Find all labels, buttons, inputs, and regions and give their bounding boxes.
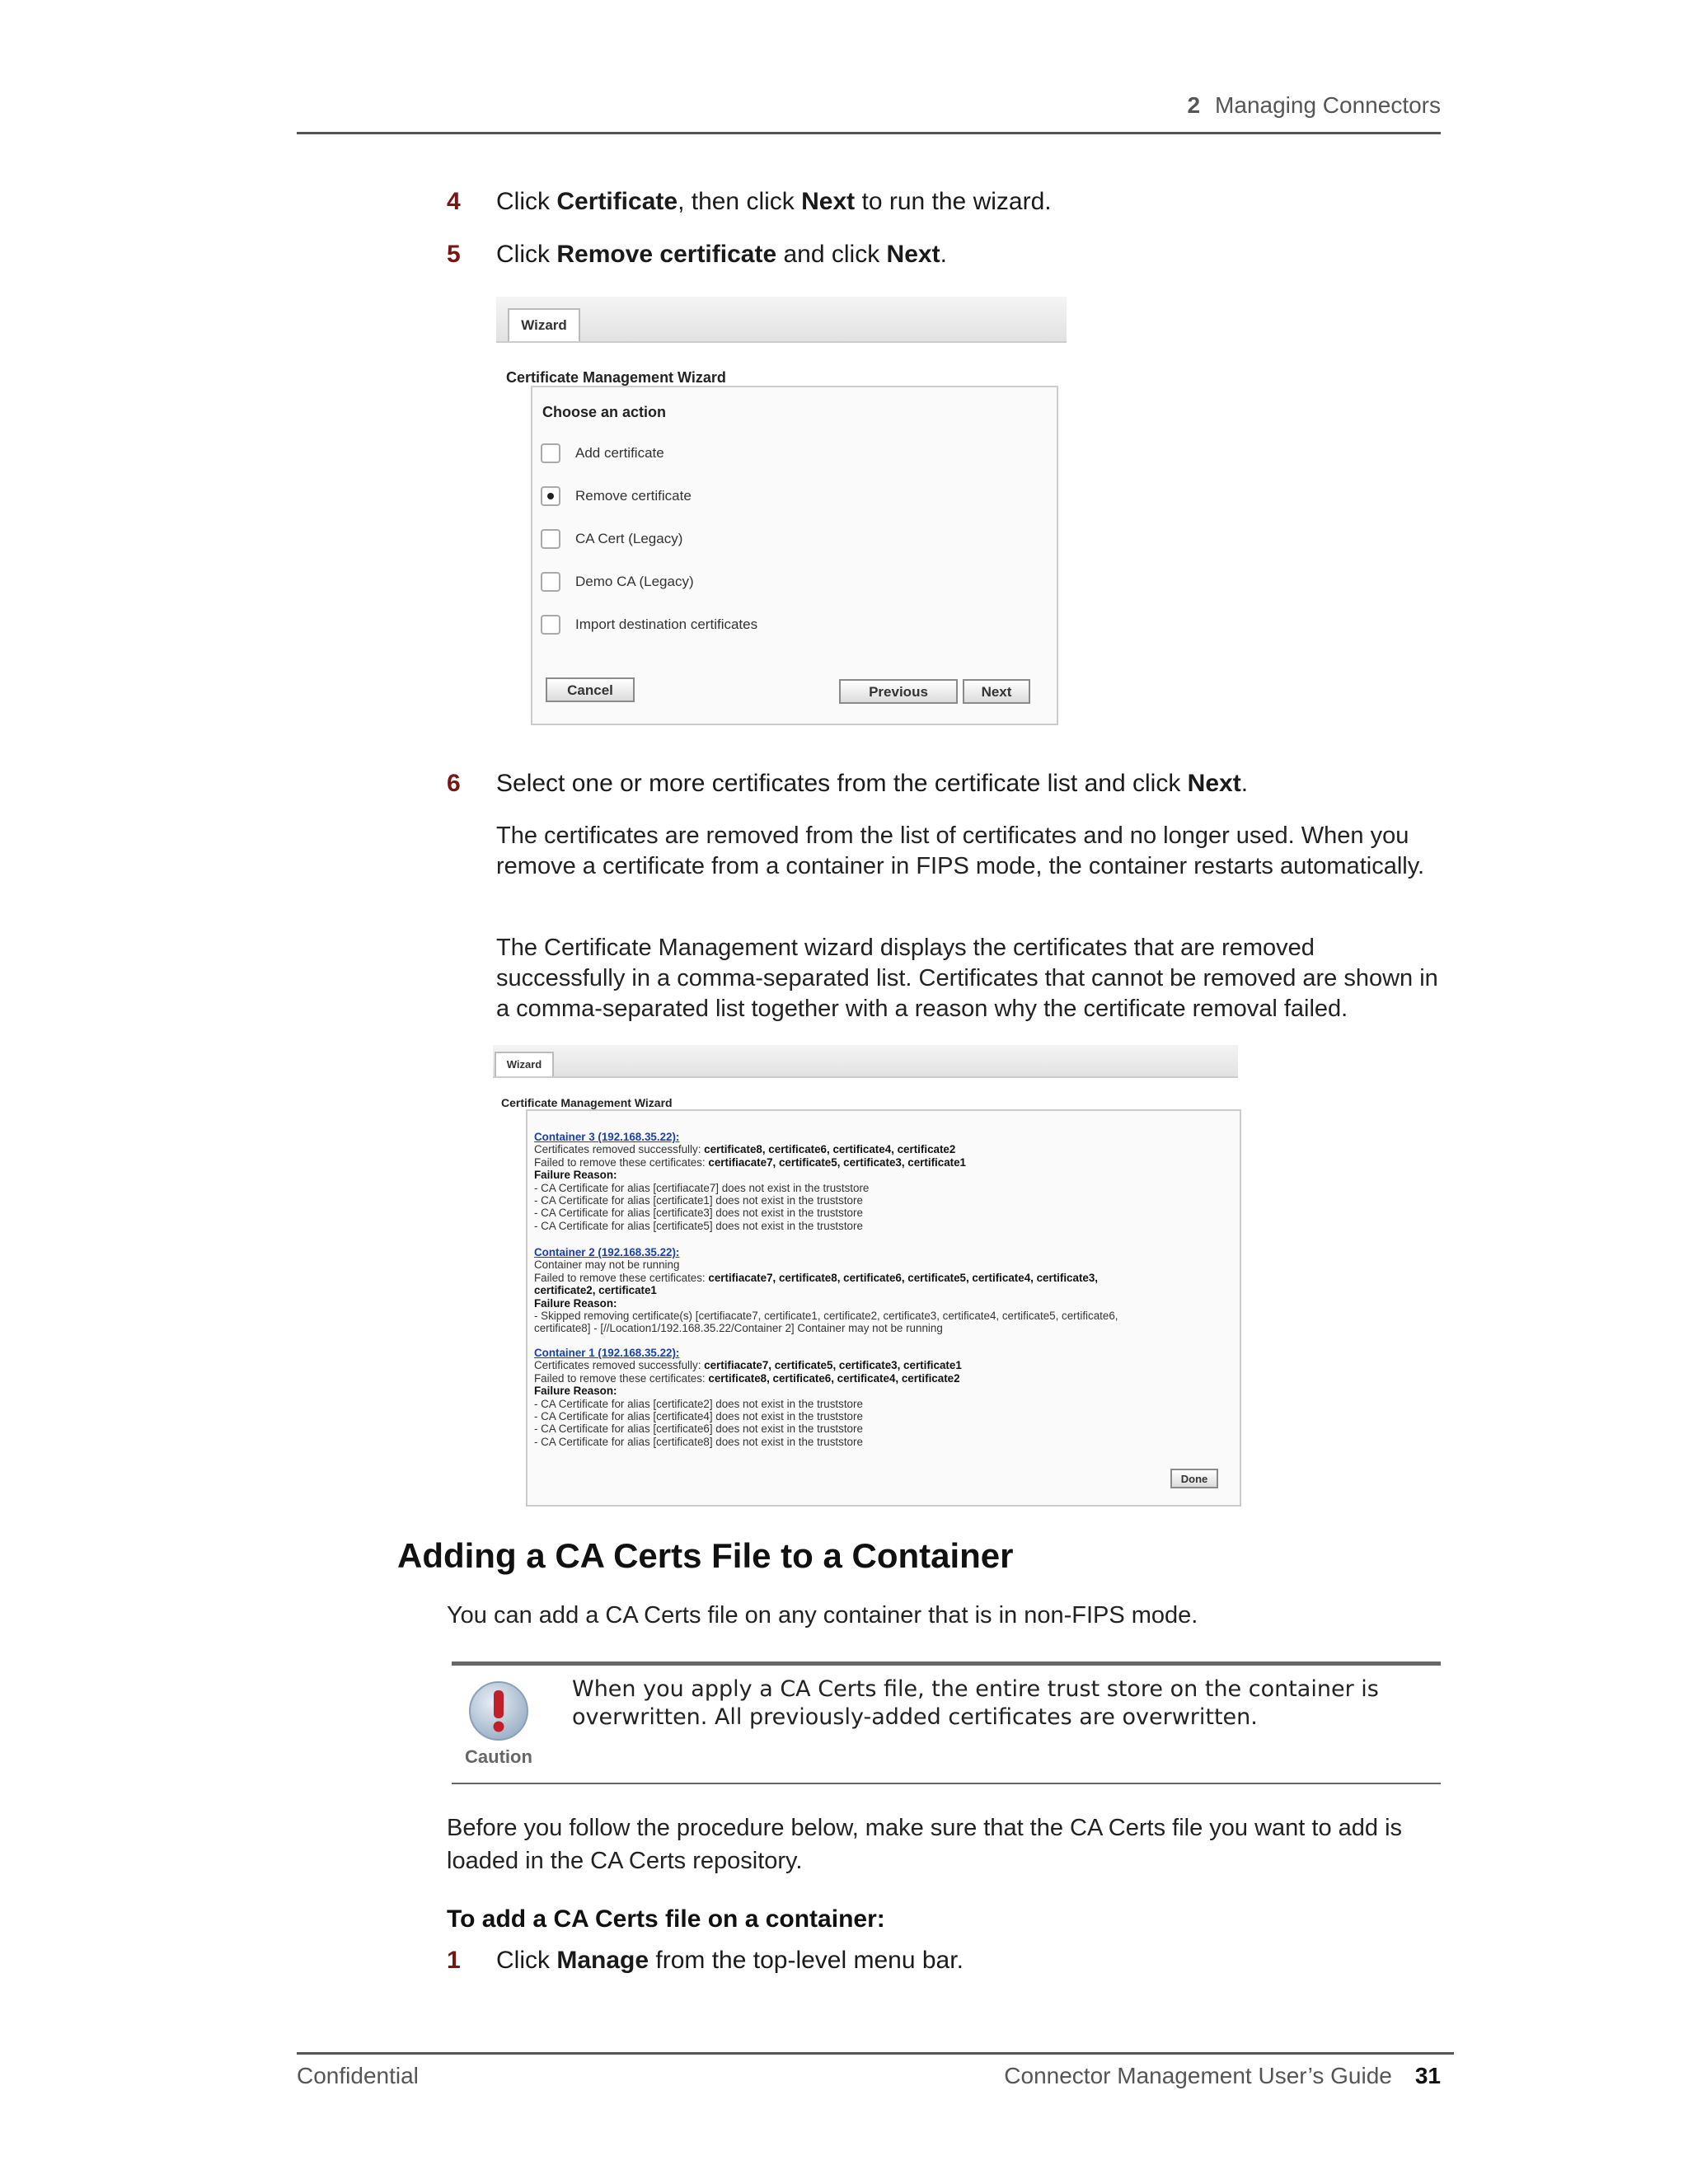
- chapter-number: 2: [1187, 92, 1201, 118]
- caution-icon: [468, 1680, 529, 1741]
- choose-action-heading: Choose an action: [542, 404, 667, 420]
- paragraph-removed-certificates: The certificates are removed from the list of certificates and no longer used. When you remove a certificate from a container in FIPS mode, the container restarts automatically.: [496, 823, 1425, 879]
- action-panel: Choose an action Add certificate Remove certificate CA Cert (Legacy) Demo CA (Legacy) Import destination certificates Cancel Previous Next: [531, 386, 1058, 725]
- radio-button-selected[interactable]: [541, 486, 560, 506]
- radio-button[interactable]: [541, 615, 560, 635]
- tab-wizard[interactable]: Wizard: [495, 1052, 554, 1076]
- procedure-title: To add a CA Certs file on a container:: [447, 1905, 885, 1933]
- paragraph-wizard-displays: The Certificate Management wizard displays the certificates that are removed successfully in a comma-separated list. Certificates that cannot be removed are shown in a comma-separated list together with a reason why the certificate removal failed.: [496, 935, 1438, 1022]
- container-2-result: Container 2 (192.168.35.22): Container may not be running Failed to remove these certificates: certifiacate7, certificate8, certificate6, certificate5, certificate4, certificate3, certificate2, certificate1 Failure Reason: - Skipped removing certificate(s) [certifiacate7, certificate1, certificate2, certificate3, certificate4, certificate5, certificate6, certificate8] - [//Location1/192.168.35.22/Container 2] Container may not be running: [534, 1246, 1235, 1335]
- wizard-screenshot-results: [493, 1045, 1238, 1505]
- results-panel: [526, 1109, 1241, 1507]
- caution-note: [452, 1661, 1441, 1784]
- radio-dot-icon: [547, 493, 554, 499]
- tab-wizard[interactable]: Wizard: [508, 308, 580, 341]
- container-3-link[interactable]: Container 3 (192.168.35.22):: [534, 1131, 680, 1143]
- step-text: Click Remove certificate and click Next.: [496, 241, 947, 268]
- step-number: 5: [447, 241, 461, 268]
- previous-button[interactable]: Previous: [839, 679, 958, 704]
- paragraph-before-procedure: Before you follow the procedure below, make sure that the CA Certs file you want to add is loaded in the CA Certs repository.: [447, 1815, 1403, 1874]
- step-text: Click Certificate, then click Next to run the wizard.: [496, 188, 1052, 215]
- page-footer: [297, 2052, 1454, 2088]
- container-2-link[interactable]: Container 2 (192.168.35.22):: [534, 1246, 680, 1258]
- wizard-screenshot-choose-action: [496, 297, 1067, 746]
- section-intro: You can add a CA Certs file on any container that is in non-FIPS mode.: [447, 1602, 1198, 1629]
- step-text: Click Manage from the top-level menu bar.: [496, 1947, 964, 1974]
- caution-label: Caution: [465, 1746, 532, 1767]
- page-number: 31: [1414, 2063, 1441, 2088]
- footer-confidential: Confidential: [297, 2063, 419, 2088]
- radio-button[interactable]: [541, 572, 560, 592]
- section-heading: Adding a CA Certs File to a Container: [397, 1536, 1014, 1575]
- caution-text: When you apply a CA Certs file, the entire trust store on the container is overwritten. All previously-added certificates are overwritten.: [572, 1676, 1379, 1730]
- cancel-button[interactable]: Cancel: [546, 677, 635, 702]
- footer-guide-title: Connector Management User’s Guide 31: [1004, 2063, 1441, 2088]
- wizard-title: Certificate Management Wizard: [506, 369, 726, 386]
- wizard-tabbar: [493, 1045, 1238, 1078]
- container-1-result: Container 1 (192.168.35.22): Certificates removed successfully: certifiacate7, certificate5, certificate3, certificate1 Failed to remove these certificates: certificate8, certificate6, certificate4, certificate2 Failure Reason: - CA Certificate for alias [certificate2] does not exist in the truststore - CA Certificate for alias [certificate4] does not exist in the truststore - CA Certificate for alias [certificate6] does not exist in the truststore - CA Certificate for alias [certificate8] does not exist in the truststore: [534, 1347, 1235, 1448]
- container-3-result: Container 3 (192.168.35.22): Certificates removed successfully: certificate8, certificate6, certificate4, certificate2 Failed to remove these certificates: certifiacate7, certificate5, certificate3, certificate1 Failure Reason: - CA Certificate for alias [certifiacate7] does not exist in the truststore - CA Certificate for alias [certificate1] does not exist in the truststore - CA Certificate for alias [certificate3] does not exist in the truststore - CA Certificate for alias [certificate5] does not exist in the truststore: [534, 1131, 1235, 1232]
- radio-button[interactable]: [541, 529, 560, 549]
- step-number: 6: [447, 770, 461, 797]
- running-title: [1187, 92, 1441, 119]
- step-number: 1: [447, 1947, 461, 1974]
- next-button[interactable]: Next: [963, 679, 1030, 704]
- step-text: Select one or more certificates from the certificate list and click Next.: [496, 770, 1249, 797]
- wizard-tabbar: [496, 297, 1067, 343]
- done-button[interactable]: Done: [1170, 1469, 1218, 1488]
- container-1-link[interactable]: Container 1 (192.168.35.22):: [534, 1347, 680, 1359]
- step-number: 4: [447, 188, 461, 215]
- chapter-title: Managing Connectors: [1215, 92, 1441, 118]
- page-header: [297, 89, 1441, 134]
- wizard-title: Certificate Management Wizard: [501, 1096, 673, 1109]
- radio-button[interactable]: [541, 443, 560, 463]
